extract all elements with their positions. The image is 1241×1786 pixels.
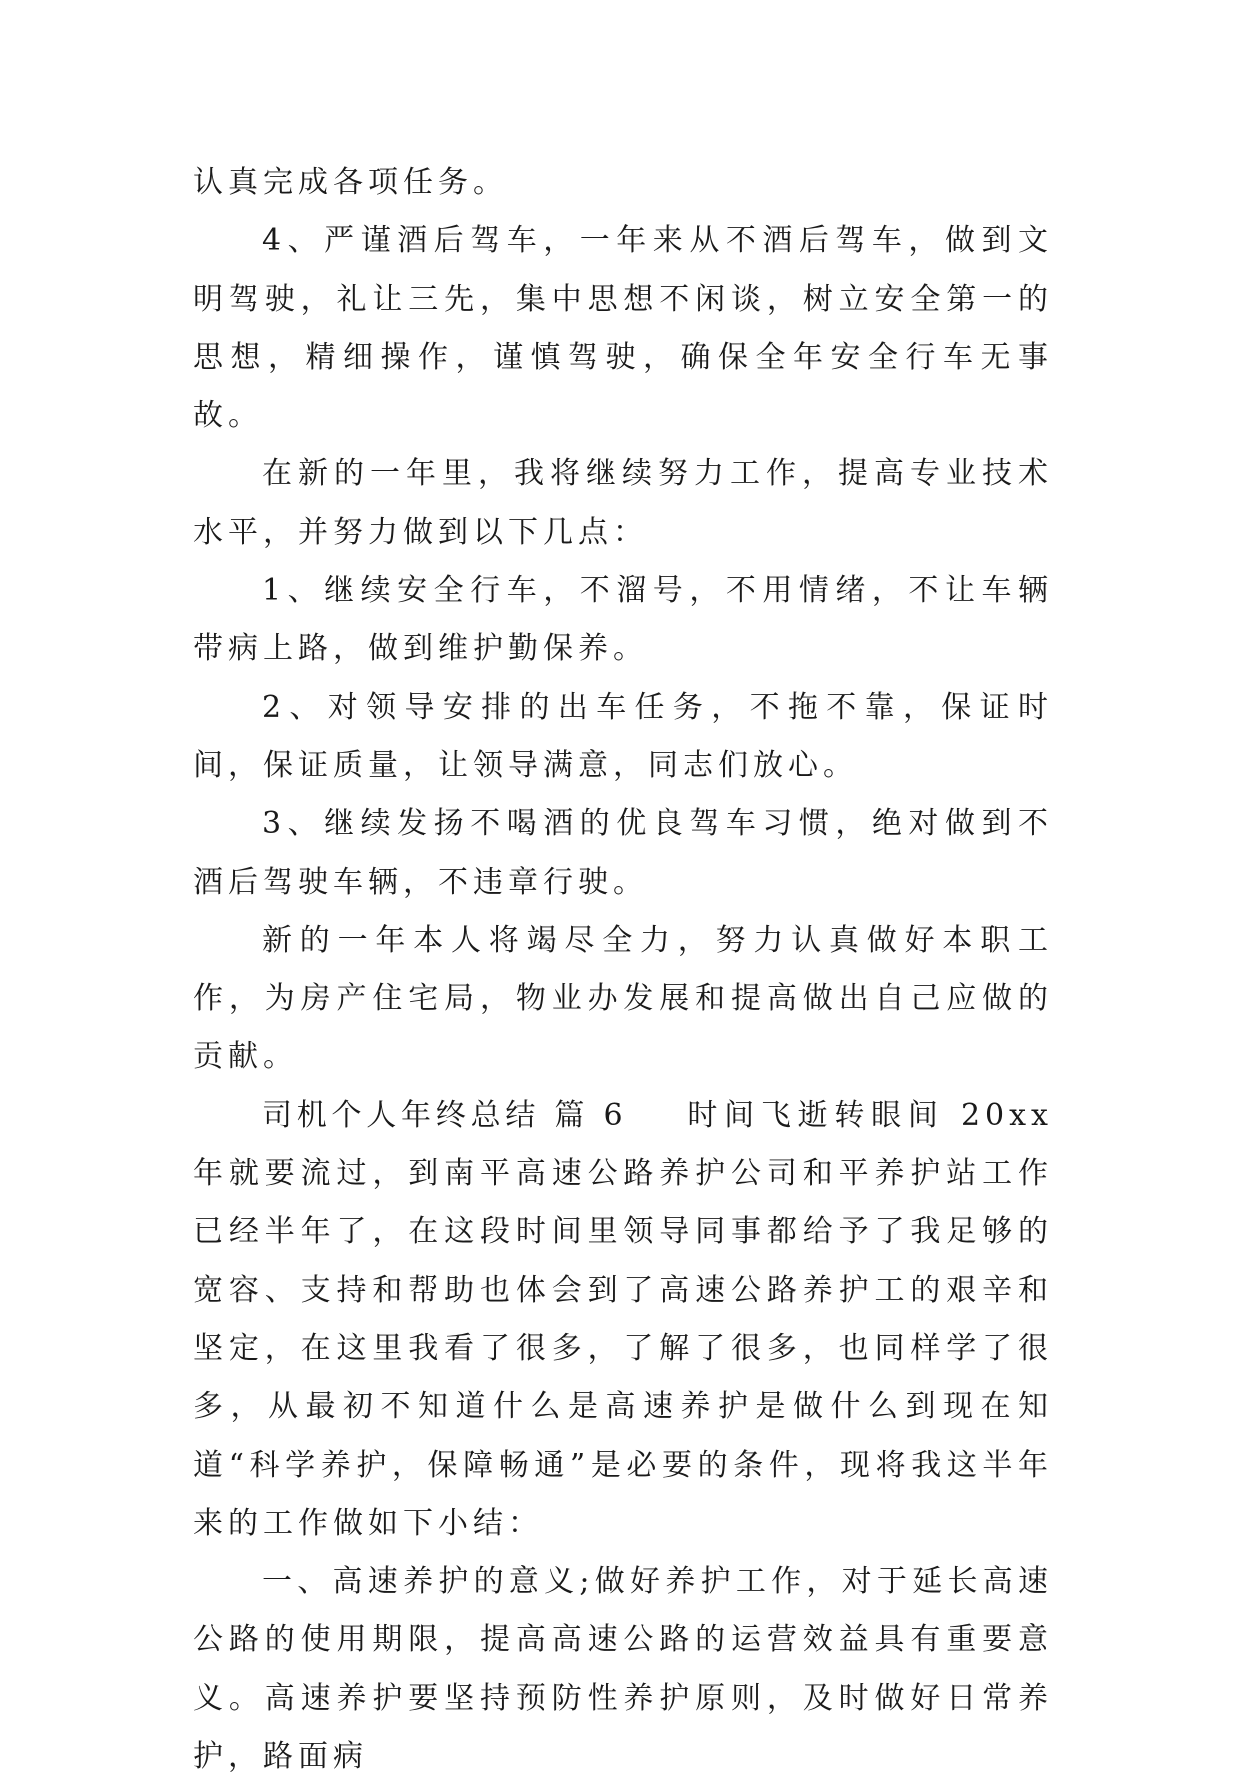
paragraph-plan-3: 3、继续发扬不喝酒的优良驾车习惯，绝对做到不酒后驾驶车辆，不违章行驶。 bbox=[193, 806, 1053, 900]
paragraph-continuation: 认真完成各项任务。 bbox=[193, 165, 508, 200]
paragraph-plan-1: 1、继续安全行车，不溜号，不用情绪，不让车辆带病上路，做到维护勤保养。 bbox=[193, 573, 1053, 667]
section-heading: 司机个人年终总结 篇 6 bbox=[262, 1097, 626, 1133]
paragraph-new-year-intro: 在新的一年里，我将继续努力工作，提高专业技术水平，并努力做到以下几点： bbox=[193, 456, 1053, 550]
paragraph-plan-2: 2、对领导安排的出车任务，不拖不靠，保证时间，保证质量，让领导满意，同志们放心。 bbox=[193, 689, 1053, 783]
paragraph-item-4: 4、严谨酒后驾车，一年来从不酒后驾车，做到文明驾驶，礼让三先，集中思想不闲谈，树立安全第一的思想，精细操作，谨慎驾驶，确保全年安全行车无事故。 bbox=[193, 223, 1053, 434]
section-paragraph bbox=[193, 1087, 1053, 1553]
paragraph-maintenance-significance: 一、高速养护的意义;做好养护工作，对于延长高速公路的使用期限，提高高速公路的运营效益具有重要意义。高速养护要坚持预防性养护原则，及时做好日常养护，路面病 bbox=[193, 1564, 1053, 1775]
paragraph-closing: 新的一年本人将竭尽全力，努力认真做好本职工作，为房产住宅局，物业办发展和提高做出自己应做的贡献。 bbox=[193, 922, 1053, 1075]
document-body bbox=[193, 154, 1053, 1786]
section-text: 时间飞逝转眼间 20xx 年就要流过，到南平高速公路养护公司和平养护站工作已经半年了，在这段时间里领导同事都给予了我足够的宽容、支持和帮助也体会到了高速公路养护工的艰辛和坚定，在这里我看了很多，了解了很多，也同样学了很多，从最初不知道什么是高速养护是做什么到现在知道“科学养护，保障畅通”是必要的条件，现将我这半年来的工作做如下小结： bbox=[193, 1097, 1053, 1541]
